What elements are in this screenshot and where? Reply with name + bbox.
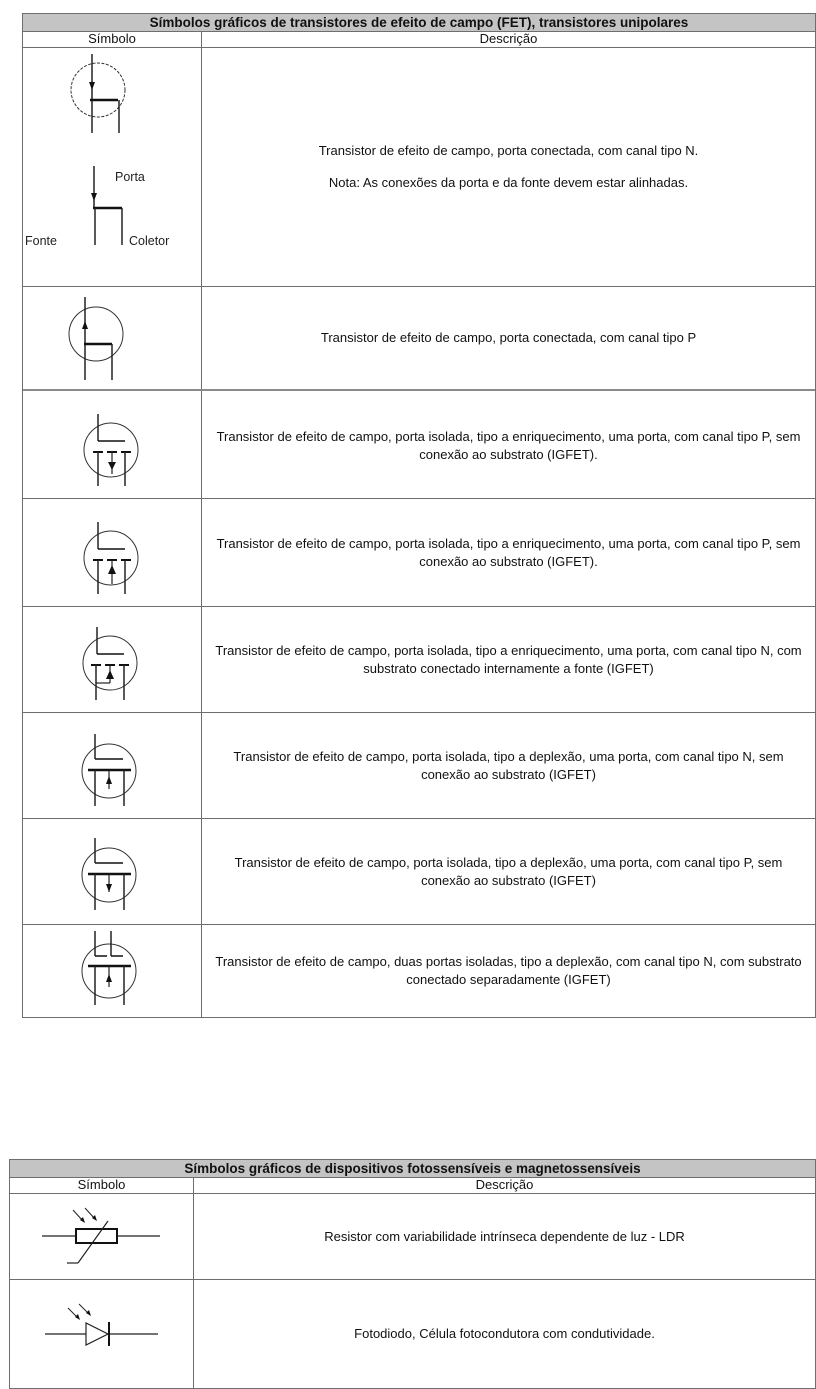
symbol-cell [23, 713, 201, 818]
symbol-cell [10, 1194, 193, 1279]
table-row [23, 925, 815, 1017]
mosfet-enhancement-arrow-in-icon [23, 500, 201, 606]
table-row [23, 819, 815, 925]
table-row [23, 48, 815, 287]
jfet-p-channel-icon [23, 287, 201, 389]
description-text: Transistor de efeito de campo, porta isolada, tipo a deplexão, uma porta, com canal tipo N, sem conexão ao substrato (IGFET) [233, 748, 784, 782]
symbol-cell [23, 819, 201, 924]
photo-table-header [10, 1177, 815, 1194]
description-cell [194, 1280, 815, 1388]
description-cell [202, 819, 815, 924]
description-cell [202, 925, 815, 1017]
photosensitive-symbols-table [9, 1159, 816, 1389]
column-header-symbol: Símbolo [88, 31, 136, 46]
symbol-cell [23, 925, 201, 1017]
table-row [23, 607, 815, 713]
fet-symbols-table [22, 13, 816, 1018]
gate-label: Porta [115, 170, 145, 184]
note-text: Nota: As conexões da porta e da fonte devem estar alinhadas. [328, 175, 689, 190]
source-label: Fonte [25, 234, 57, 248]
table-row [10, 1194, 815, 1280]
mosfet-dual-gate-depletion-icon [23, 925, 201, 1017]
table-row [23, 393, 815, 499]
symbol-cell [23, 48, 201, 286]
description-text: Transistor de efeito de campo, porta isolada, tipo a enriquecimento, uma porta, com canal tipo P, sem conexão ao substrato (IGFET). [216, 428, 801, 462]
description-cell [202, 607, 815, 712]
description-text: Transistor de efeito de campo, porta conectada, com canal tipo N. [318, 143, 699, 158]
table-row [23, 499, 815, 607]
description-cell [202, 287, 815, 389]
description-cell [202, 713, 815, 818]
fet-table-title: Símbolos gráficos de transistores de efeito de campo (FET), transistores unipolares [23, 14, 815, 32]
description-text: Transistor de efeito de campo, porta isolada, tipo a deplexão, uma porta, com canal tipo P, sem conexão ao substrato (IGFET) [234, 854, 783, 888]
symbol-cell [23, 499, 201, 606]
column-header-description: Descrição [475, 1177, 534, 1192]
symbol-cell [23, 287, 201, 389]
description-text: Transistor de efeito de campo, porta isolada, tipo a enriquecimento, uma porta, com canal tipo P, sem conexão ao substrato (IGFET). [216, 535, 801, 569]
description-cell [202, 393, 815, 498]
description-text: Transistor de efeito de campo, porta conectada, com canal tipo P [320, 330, 697, 345]
table-row [23, 287, 815, 391]
description-cell [202, 48, 815, 286]
table-row [23, 713, 815, 819]
symbol-cell [10, 1280, 193, 1388]
photo-table-title: Símbolos gráficos de dispositivos fotossensíveis e magnetossensíveis [10, 1160, 815, 1178]
jfet-n-channel-icon [23, 48, 201, 286]
mosfet-enhancement-arrow-out-icon [23, 394, 201, 498]
description-text: Resistor com variabilidade intrínseca dependente de luz - LDR [324, 1228, 685, 1244]
ldr-icon [10, 1194, 193, 1279]
mosfet-depletion-n-icon [23, 714, 201, 818]
symbol-cell [23, 393, 201, 498]
mosfet-enhancement-substrate-source-icon [23, 608, 201, 712]
fet-table-header [23, 31, 815, 48]
mosfet-depletion-p-icon [23, 820, 201, 924]
description-cell [194, 1194, 815, 1279]
description-text: Transistor de efeito de campo, porta isolada, tipo a enriquecimento, uma porta, com canal tipo N, com substrato conectado internamente a fonte (IGFET) [215, 642, 802, 676]
description-cell [202, 499, 815, 606]
drain-label: Coletor [129, 234, 170, 248]
column-header-description: Descrição [479, 31, 538, 46]
table-row [10, 1280, 815, 1388]
symbol-cell [23, 607, 201, 712]
description-text: Fotodiodo, Célula fotocondutora com condutividade. [354, 1326, 655, 1341]
description-text: Transistor de efeito de campo, duas portas isoladas, tipo a deplexão, com canal tipo N, com substrato conectado separadamente (IGFET) [215, 954, 802, 987]
column-header-symbol: Símbolo [77, 1177, 126, 1192]
photodiode-icon [10, 1280, 193, 1388]
